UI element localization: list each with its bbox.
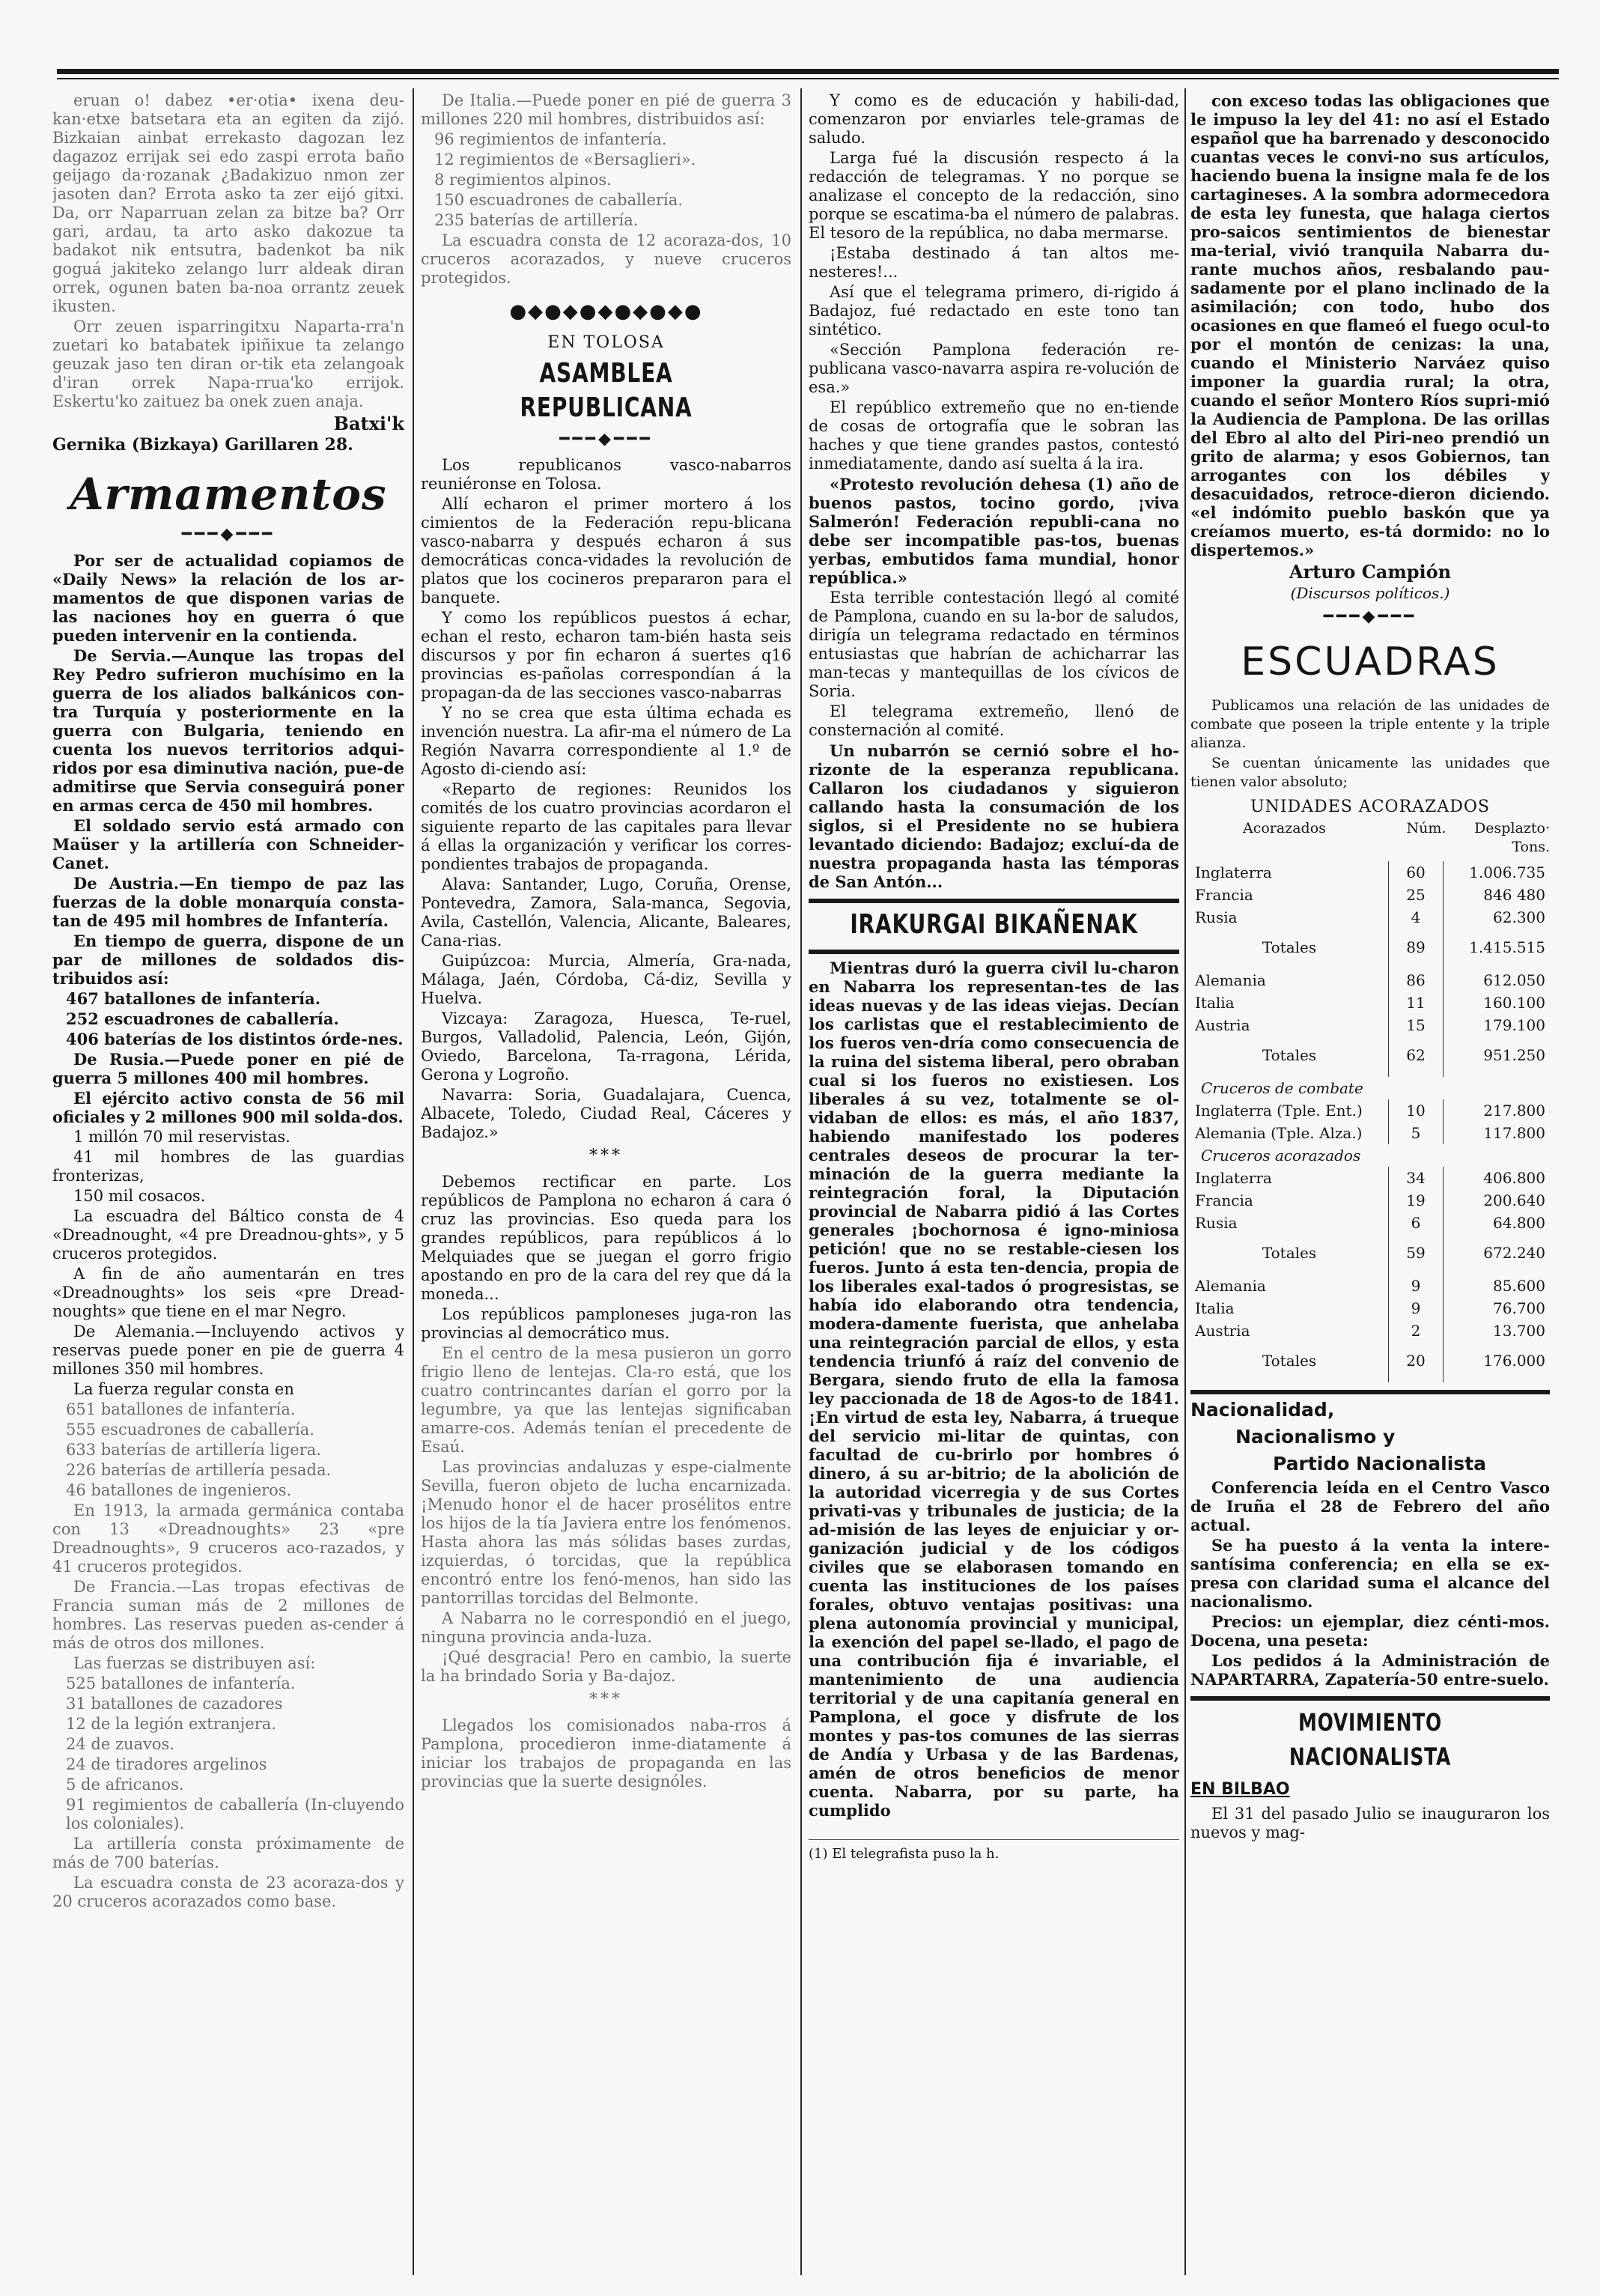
list-item: 31 batallones de cazadores <box>66 1695 283 1713</box>
table-row: Alemania 9 85.600 <box>1190 1275 1550 1297</box>
article-paragraph: Los repúblicos pamploneses juga-ron las provincias al democrático mus. <box>421 1305 791 1342</box>
table-row: Francia 19 200.640 <box>1190 1189 1550 1212</box>
list-item: 252 escuadrones de caballería. <box>66 1009 339 1028</box>
heavy-rule <box>809 950 1179 954</box>
notice-title: Nacionalismo y <box>1235 1426 1396 1448</box>
headline-armamentos: Armamentos <box>70 469 387 520</box>
asterism: *** <box>589 1147 623 1165</box>
article-paragraph: Esta terrible contestación llegó al comité de Pamplona, cuando en su la-bor de saludos, dirigía un telegrama redactado en términos entusiastas que habrían de achicharrar las man-tecas y mantequillas de los cívicos de Soria. <box>809 589 1179 700</box>
column-3 <box>809 91 1179 2267</box>
article-paragraph: Así que el telegrama primero, di-rigido á Badajoz, fué redactado en este tono tan sintético. <box>809 283 1179 338</box>
top-rule <box>57 69 1559 74</box>
ornament-divider: ━━━◆━━━ <box>559 430 653 449</box>
ornament-chain: ●◆●◆●◆●◆●◆● <box>509 300 703 323</box>
table-row: Rusia 6 64.800 <box>1190 1212 1550 1234</box>
table-row: Italia 11 160.100 <box>1190 991 1550 1014</box>
list-item: 555 escuadrones de caballería. <box>66 1421 314 1439</box>
article-paragraph: El soldado servio está armado con Maüser y la artillería con Schneider-Canet. <box>52 816 404 872</box>
article-paragraph: A Nabarra no le correspondió en el juego, ninguna provincia anda-luza. <box>421 1609 791 1646</box>
article-paragraph: La fuerza regular consta en <box>73 1380 294 1398</box>
place-date: Gernika (Bizkaya) Garillaren 28. <box>52 435 353 455</box>
fleet-table <box>1190 861 1550 1382</box>
article-paragraph: 41 mil hombres de las guardias fronterizas, <box>52 1148 404 1185</box>
article-paragraph: En tiempo de guerra, dispone de un par de millones de soldados dis-tribuidos así: <box>52 932 404 988</box>
article-paragraph: Los pedidos á la Administración de NAPARTARRA, Zapatería-50 entre-suelo. <box>1190 1651 1550 1689</box>
article-paragraph: Conferencia leída en el Centro Vasco de Iruña el 28 de Febrero del año actual. <box>1190 1478 1550 1534</box>
table-header-cell: Desplazto· Tons. <box>1474 820 1550 855</box>
list-item: 235 baterías de artillería. <box>434 211 639 229</box>
list-item: 633 baterías de artillería ligera. <box>66 1441 321 1459</box>
section-sub-label: EN BILBAO <box>1190 1780 1290 1799</box>
list-item: 406 baterías de los distintos órde-nes. <box>66 1030 404 1048</box>
article-paragraph: El telegrama extremeño, llenó de consternación al comité. <box>809 702 1179 739</box>
asterism: *** <box>589 1690 623 1709</box>
article-paragraph: De Austria.—En tiempo de paz las fuerzas de la doble monarquía consta-tan de 495 mil hombres de Infantería. <box>52 874 404 930</box>
list-item: 24 de zuavos. <box>66 1735 175 1753</box>
list-item: 46 batallones de ingenieros. <box>66 1481 292 1499</box>
table-row: Austria 2 13.700 <box>1190 1319 1550 1342</box>
list-item: 12 regimientos de «Bersaglieri». <box>434 151 696 168</box>
article-paragraph: Guipúzcoa: Murcia, Almería, Gra-nada, Málaga, Jaén, Córdoba, Cá-diz, Sevilla y Huelva. <box>421 952 791 1007</box>
article-paragraph: La artillería consta próximamente de más de 700 baterías. <box>52 1835 404 1871</box>
heavy-rule <box>809 899 1179 903</box>
article-paragraph: Mientras duró la guerra civil lu-charon en Nabarra los representan-tes de las ideas nuevas y de las ideas viejas. Decían los carlistas que el restablecimiento de los fueros ven-dría como consecuencia de la ruina del sistema liberal, pero obraban cual si los fueros no existiesen. Los liberales á su vez, totalmente se ol-vidaban de ellos: es más, el año 1837, habiendo manifestado los poderes centrales deseos de procurar la ter-minación de la guerra mediante la reintegración foral, la Diputación provincial de Nabarra pidió á las Cortes generales ¡bochornosa é igno-miniosa petición! que no se restable-ciesen los fueros. Junto á esta ten-dencia, propia de los liberales exal-tados ó progresistas, se había ido elaborando otra tendencia, modera-damente fuerista, que anhelaba una reintegración parcial de ellos, y esta tendencia triunfó á raíz del convenio de Bergara, siendo fruto de ella la famosa ley paccionada de 18 de Agos-to de 1841. ¡En virtud de esta ley, Nabarra, á trueque del servicio mi-litar de quintas, con facultad de cu-brirlo por hombres ó dinero, á su ar-bitrio; de la abolición de la autoridad vicerregia y de sus Cortes privati-vas y tribunales de justicia; de la ad-misión de las leyes de enjuiciar y or-ganización judicial y de los códigos civiles que se elaborasen tomando en cuenta las instituciones de los países forales, obtuvo ventajas positivas: una plena autonomía provincial y municipal, la exención del papel se-llado, el pago de una contribución fija é invariable, el mantenimiento de una audiencia territorial y de una capitanía general en Pamplona, el goce y disfrute de los montes y pas-tos comunes de las sierras de Andía y Urbasa y de las Bardenas, amén de otros beneficios de menor cuenta. Nabarra, por su parte, ha cumplido <box>809 959 1179 1820</box>
article-paragraph: En el centro de la mesa pusieron un gorro frigio lleno de lentejas. Cla-ro está, que los cuatro contrincantes darían el gorro por la legumbre, ya que las lentejas significaban amarre-cos. Además tenían el precedente de Esaú. <box>421 1344 791 1456</box>
article-paragraph: La escuadra consta de 23 acoraza-dos y 20 cruceros acorazados como base. <box>52 1874 404 1910</box>
column-rule <box>1184 88 1186 2275</box>
article-paragraph: «Sección Pamplona federación re-publicana vasco-navarra aspira re-volución de esa.» <box>809 341 1179 396</box>
column-1 <box>52 91 404 2267</box>
article-paragraph: El repúblico extremeño que no en-tiende de cosas de ortografía que le sobran las haches y que tiene grandes pastos, contestó inmediatamente, dando así suelta á la ira. <box>809 398 1179 473</box>
article-paragraph: Allí echaron el primer mortero á los cimientos de la Federación repu-blicana vasco-nabarra y después echaron á sus democráticas conca-vidades la revolución de platos que los cocineros prepararon para el banquete. <box>421 495 791 607</box>
list-item: 150 escuadrones de caballería. <box>434 191 683 209</box>
headline-irakurgai: IRAKURGAI BIKAÑENAK <box>850 909 1138 940</box>
article-paragraph: Vizcaya: Zaragoza, Huesca, Te-ruel, Burgos, Valladolid, Palencia, León, Gijón, Oviedo, Barcelona, Ta-rragona, Lérida, Gerona y Logroño. <box>421 1009 791 1084</box>
article-paragraph: Las fuerzas se distribuyen así: <box>73 1654 316 1672</box>
basque-paragraph: Orr zeuen isparringitxu Naparta-rra'n zuetari ko batabatek ipiñixue ta zelango geuzak jaso ten diran or-tik eta zelangoak d'iran orrek Napa-rrua'ko errijok. Eskertu'ko zaituez ba onek zuen anaja. <box>52 318 404 410</box>
article-paragraph: A fin de año aumentarán en tres «Dreadnoughts» los seis «pre Dread-noughts» que tiene en el mar Negro. <box>52 1265 404 1320</box>
article-paragraph: «Reparto de regiones: Reunidos los comités de los cuatro provincias acordaron el siguiente reparto de las capitales para llevar á ellas la organización y verificar los corres-pondientes trabajos de propaganda. <box>421 780 791 873</box>
article-paragraph: Navarra: Soria, Guadalajara, Cuenca, Albacete, Toledo, Ciudad Real, Cáceres y Badajoz.» <box>421 1086 791 1141</box>
column-4 <box>1190 91 1550 2267</box>
table-row: Alemania (Tple. Alza.) 5 117.800 <box>1190 1122 1550 1144</box>
kicker: EN TOLOSA <box>547 333 665 352</box>
article-paragraph: Debemos rectificar en parte. Los repúblicos de Pamplona no echaron á cara ó cruz las provincias. Eso queda para los grandes repúblicos, para repúblicos á lo Melquiades que se juegan el gorro frigio apostando en pro de la cara del rey que dá la moneda... <box>421 1173 791 1303</box>
article-paragraph: con exceso todas las obligaciones que le impuso la ley del 41: no así el Estado español que ha barrenado y desconocido cuantas veces le convi-no sus artículos, haciendo buena la insigne mala fe de los cartagineses. A la sombra adormecedora de esta ley funesta, que halaga ciertos pro-saicos sentimientos de bienestar ma-terial, vivió tranquila Nabarra du-rante muchos años, resbalando pau-sadamente por el plano inclinado de la asimilación; con todo, hubo dos ocasiones en que flameó el fuego ocul-to por el montón de cenizas: la una, cuando el Ministerio Narváez quiso imponer la guardia rural; la otra, cuando el señor Montero Ríos supri-mió la Audiencia de Pamplona. De las orillas del Ebro al alto del Piri-neo prendió un grito de alarma; y esos Gobiernos, tan arrogantes con los débiles y desacuidados, retroce-dieron diciendo. «el indómito pueblo baskón que ya creíamos muerto, es-tá dormido: no lo dispertemos.» <box>1190 91 1550 559</box>
headline-movimiento: MOVIMIENTO NACIONALISTA <box>1289 1708 1452 1771</box>
list-item: 91 regimientos de caballería (In-cluyendo los coloniales). <box>66 1796 404 1832</box>
list-item: 226 baterías de artillería pesada. <box>66 1461 332 1479</box>
table-total-row: Totales 20 176.000 <box>1190 1342 1550 1382</box>
article-paragraph: De Italia.—Puede poner en pié de guerra 3 millones 220 mil hombres, distribuidos así: <box>421 91 791 128</box>
notice-title: Nacionalidad, <box>1190 1399 1335 1421</box>
list-item: 12 de la legión extranjera. <box>66 1715 276 1733</box>
column-rule <box>800 88 802 2275</box>
top-rule-thin <box>57 78 1559 79</box>
source-note: (Discursos políticos.) <box>1290 584 1450 602</box>
article-paragraph: Los republicanos vasco-nabarros reuniéronse en Tolosa. <box>421 456 791 493</box>
article-paragraph: «Protesto revolución dehesa (1) año de buenos pastos, tocino gordo, ¡viva Salmerón! Federación republi-cana no debe ser incompatible pas-tos, buenas yerbas, embutidos fama mundial, honor república.» <box>809 475 1179 587</box>
table-header-cell: Núm. <box>1406 820 1447 836</box>
list-item: 467 batallones de infantería. <box>66 989 320 1008</box>
table-header <box>1190 819 1550 857</box>
table-category-row: Cruceros de combate <box>1201 1079 1363 1097</box>
table-total-row: Totales 89 1.415.515 <box>1190 929 1550 969</box>
table-category-row: Cruceros acorazados <box>1201 1147 1361 1164</box>
basque-paragraph: eruan o! dabez •er·otia• ixena deu-kan·etxe batsetara eta an egiten da zijó. Bizkaian ainbat errekasto dagozan lez dagazoz errijak sei edo zaspi errota baño geijago da·rozanak ¿Badakizuo nmon zer jasoten dan? Errota asko ta zer eijó gitxi. Da, orr Naparruan zelan za bitze ba? Orr gari, ardau, ta arto asko dakozue ta badakot nik entsutra, badenkot ba nik goguá jakiteko zelango lurr aldeak diran orrek, ogunen baten ba-noa orrantz zeuek ikusten. <box>52 91 404 315</box>
table-row: Alemania 86 612.050 <box>1190 969 1550 991</box>
article-paragraph: Y no se crea que esta última echada es invención nuestra. La afir-ma el número de La Región Navarra correspondiente al 1.º de Agosto di-ciendo así: <box>421 704 791 778</box>
article-paragraph: Las provincias andaluzas y espe-cialmente Sevilla, fueron objeto de lucha encarnizada. ¡Menudo honor el de hacer prosélitos entre los hijos de la tía Javiera entre los fenómenos. Hasta ahora las más sólidas bases zurdas, izquierdas, ó torcidas, que la república encontró entre los fenó-menos, han sido las pantorrillas torcidas del Belmonte. <box>421 1458 791 1607</box>
article-paragraph: Y como es de educación y habili-dad, comenzaron por enviarles tele-gramas de saludo. <box>809 91 1179 147</box>
table-total-row: Totales 59 672.240 <box>1190 1234 1550 1275</box>
ornament-divider: ━━━◆━━━ <box>181 525 276 544</box>
table-row: Austria 15 179.100 <box>1190 1014 1550 1036</box>
list-item: 24 de tiradores argelinos <box>66 1755 267 1773</box>
table-header-cell: Acorazados <box>1243 820 1326 836</box>
headline-escuadras: ESCUADRAS <box>1241 640 1500 684</box>
article-paragraph: La escuadra del Báltico consta de 4 «Dreadnought, «4 pre Dreadnou-ghts», y 5 cruceros protegidos. <box>52 1207 404 1263</box>
table-row: Inglaterra (Tple. Ent.) 10 217.800 <box>1190 1099 1550 1122</box>
article-paragraph: En 1913, la armada germánica contaba con 13 «Dreadnoughts» 23 «pre Dreadnoughts», 9 cruceros aco-razados, y 41 cruceros protegidos. <box>52 1501 404 1576</box>
article-paragraph: Llegados los comisionados naba-rros á Pamplona, procedieron inme-diatamente á iniciar los trabajos de propaganda en las provincias que la suerte designóles. <box>421 1716 791 1791</box>
list-item: 651 batallones de infantería. <box>66 1400 296 1418</box>
heavy-rule <box>1190 1390 1550 1394</box>
article-paragraph: De Francia.—Las tropas efectivas de Francia suman más de 2 millones de hombres. Las reservas pueden as-cender á más de otros dos millones. <box>52 1578 404 1652</box>
article-paragraph: Precios: un ejemplar, diez cénti-mos. Docena, una peseta: <box>1190 1612 1550 1650</box>
article-paragraph: ¡Estaba destinado á tan altos me-nesteres!... <box>809 244 1179 281</box>
article-paragraph: De Servia.—Aunque las tropas del Rey Pedro sufrieron muchísimo en la guerra de los aliados balkánicos con-tra Turquía y posteriormente en la guerra con Bulgaria, teniendo en cuenta los nuevos territorios adqui-ridos por esa diminutiva nación, pue-de admitirse que Servia conseguirá poner en armas cerca de 450 mil hombres. <box>52 646 404 815</box>
table-row: Francia 25 846 480 <box>1190 884 1550 906</box>
article-paragraph: El 31 del pasado Julio se inauguraron los nuevos y mag- <box>1190 1805 1550 1841</box>
column-rule <box>413 88 414 2275</box>
list-item: 5 de africanos. <box>66 1776 184 1794</box>
signature: Batxi'k <box>333 413 404 434</box>
table-row: Rusia 4 62.300 <box>1190 906 1550 929</box>
table-total-row: Totales 62 951.250 <box>1190 1036 1550 1077</box>
article-paragraph: Publicamos una relación de las unidades de combate que poseen la triple entente y la triple alianza. <box>1190 697 1550 751</box>
article-paragraph: Alava: Santander, Lugo, Coruña, Orense, Pontevedra, Zamora, Sala-manca, Segovia, Avila, Castellón, Valencia, Alicante, Baleares, Cana-rias. <box>421 875 791 950</box>
article-paragraph: Un nubarrón se cernió sobre el ho-rizonte de la esperanza republicana. Callaron los ciudadanos y siguieron callando hasta la consumación de los siglos, si el Presidente no se hubiera levantado diciendo: Badajoz; excluí-da de nuestra propaganda hasta las témporas de San Antón... <box>809 741 1179 891</box>
article-paragraph: De Alemania.—Incluyendo activos y reservas puede poner en pie de guerra 4 millones 350 mil hombres. <box>52 1322 404 1378</box>
list-item: 96 regimientos de infantería. <box>434 130 667 148</box>
article-paragraph: Se ha puesto á la venta la intere-santísima conferencia; en ella se ex-presa con claridad suma el alcance del nacionalismo. <box>1190 1536 1550 1611</box>
article-paragraph: Larga fué la discusión respecto á la redacción de telegramas. Y no porque se analizase el concepto de la redacción, sino porque se escatima-ba el número de palabras. El tesoro de la república, no daba mermarse. <box>809 149 1179 242</box>
table-title: UNIDADES ACORAZADOS <box>1250 798 1490 816</box>
signature: Arturo Campión <box>1289 561 1452 583</box>
article-paragraph: 150 mil cosacos. <box>73 1187 206 1205</box>
table-row: Inglaterra 60 1.006.735 <box>1190 861 1550 884</box>
article-paragraph: Por ser de actualidad copiamos de «Daily News» la relación de los ar-mamentos de que disponen varias de las naciones hoy en guerra ó que pueden intervenir en la contienda. <box>52 551 404 645</box>
article-paragraph: De Rusia.—Puede poner en pié de guerra 5 millones 400 mil hombres. <box>52 1050 404 1087</box>
article-paragraph: El ejército activo consta de 56 mil oficiales y 2 millones 900 mil solda-dos. <box>52 1089 404 1126</box>
article-paragraph: La escuadra consta de 12 acoraza-dos, 10 cruceros acorazados, y nueve cruceros protegidos. <box>421 231 791 287</box>
column-2 <box>421 91 791 2267</box>
table-row: Inglaterra 34 406.800 <box>1190 1167 1550 1189</box>
article-paragraph: ¡Qué desgracia! Pero en cambio, la suerte la ha brindado Soria y Ba-dajoz. <box>421 1648 791 1685</box>
list-item: 8 regimientos alpinos. <box>434 171 612 189</box>
table-row: Italia 9 76.700 <box>1190 1297 1550 1319</box>
heavy-rule <box>1190 1696 1550 1701</box>
footnote: (1) El telegrafista puso la h. <box>809 1839 1179 1863</box>
ornament-divider: ━━━◆━━━ <box>1323 607 1417 626</box>
list-item: 525 batallones de infantería. <box>66 1674 296 1692</box>
headline-asamblea: ASAMBLEA REPUBLICANA <box>520 358 693 423</box>
article-paragraph: Y como los repúblicos puestos á echar, echan el resto, echaron tam-bién hasta seis discursos y por fin echaron á suertes q16 provincias es-pañolas correspondían á la propagan-da de las secciones vasco-nabarras <box>421 609 791 702</box>
article-paragraph: 1 millón 70 mil reservistas. <box>73 1128 291 1146</box>
notice-title: Partido Nacionalista <box>1273 1453 1487 1475</box>
article-paragraph: Se cuentan únicamente las unidades que tienen valor absoluto; <box>1190 755 1550 790</box>
